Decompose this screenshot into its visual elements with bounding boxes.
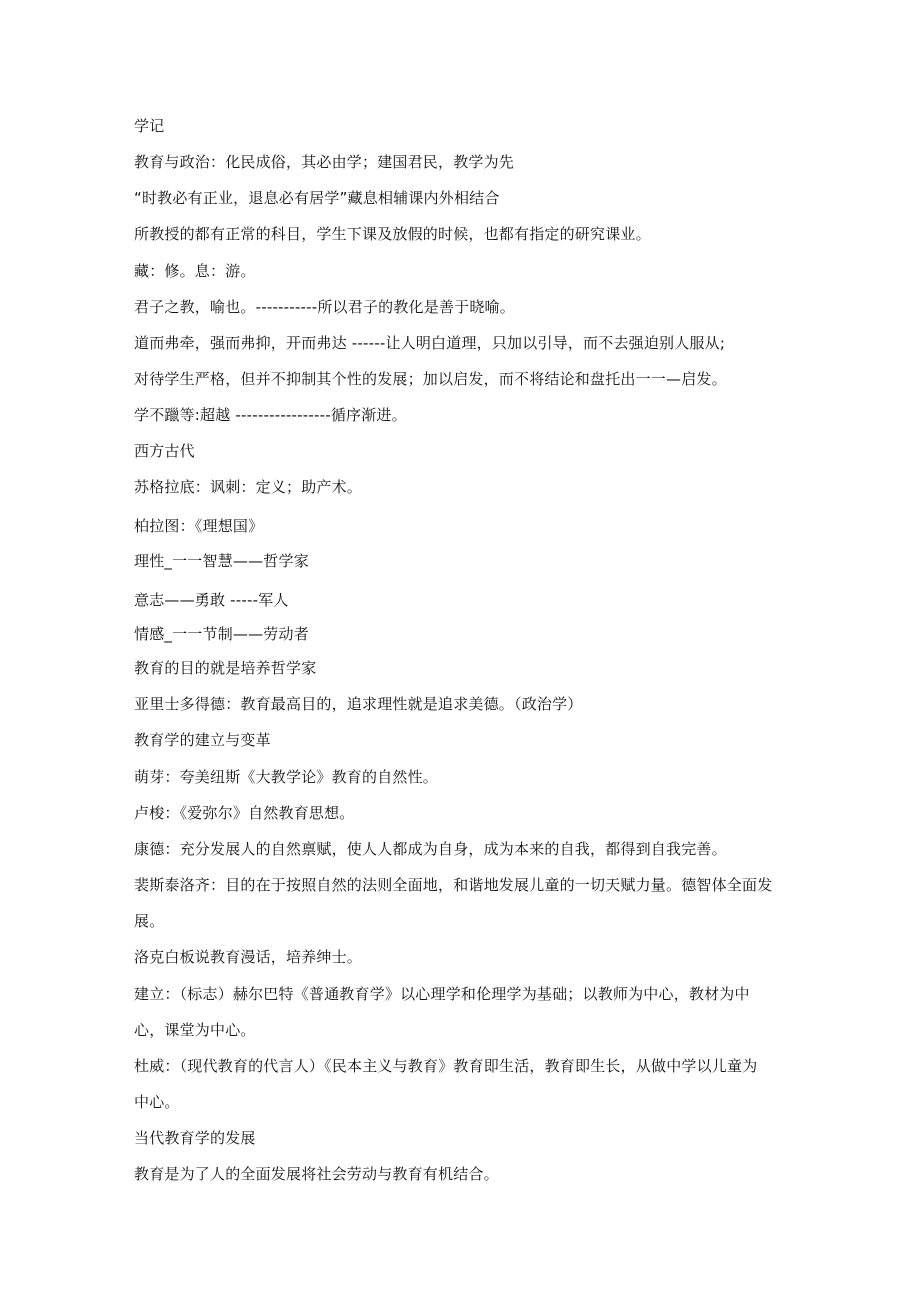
text-line: 亚里士多得德：教育最高目的，追求理性就是追求美德。（政治学）: [134, 695, 583, 713]
text-line: 对待学生严格，但并不抑制其个性的发展；加以启发，而不将结论和盘托出一一—启发。: [134, 370, 727, 388]
text-line: 道而弗牵，强而弗抑，开而弗达 ------让人明白道理，只加以引导，而不去强迫别人服从;: [134, 334, 726, 352]
text-line: 理性_一一智慧——哲学家: [134, 552, 309, 570]
text-line: 裴斯泰洛齐：目的在于按照自然的法则全面地，和谐地发展儿童的一切天赋力量。德智体全面发: [134, 876, 773, 894]
text-line: 所教授的都有正常的科目，学生下课及放假的时候，也都有指定的研究课业。: [134, 225, 651, 243]
text-line: 教育与政治：化民成俗，其必由学；建国君民，教学为先: [134, 153, 515, 171]
text-line: 展。: [134, 912, 165, 930]
text-line: 君子之教，喻也。-----------所以君子的教化是善于晓喻。: [134, 298, 515, 316]
text-line: 柏拉图：《理想国》: [134, 517, 264, 535]
text-line: 教育的目的就是培养哲学家: [134, 659, 317, 677]
text-line: 情感_一一节制——劳动者: [134, 625, 309, 643]
text-line: 洛克白板说教育漫话，培养绅士。: [134, 948, 363, 966]
text-line: 苏格拉底：讽刺：定义；助产术。: [134, 478, 363, 496]
text-line: 卢梭：《爱弥尔》自然教育思想。: [134, 804, 355, 822]
text-line: 萌芽：夸美纽斯《大教学论》教育的自然性。: [134, 768, 439, 786]
text-line: 中心。: [134, 1093, 180, 1111]
text-line: 杜威：（现代教育的代言人）《民本主义与教育》教育即生活，教育即生长，从做中学以儿童为: [134, 1057, 758, 1075]
heading-contemporary: 当代教育学的发展: [134, 1129, 256, 1147]
text-line: 藏：修。息：游。: [134, 262, 256, 280]
heading-western-ancient: 西方古代: [134, 442, 195, 460]
text-line: 意志——勇敢 -----军人: [134, 591, 289, 609]
text-line: “时教必有正业，退息必有居学”藏息相辅课内外相结合: [134, 189, 500, 207]
text-line: 学不躐等:超越 -----------------循序渐进。: [134, 406, 407, 424]
text-line: 心，课堂为中心。: [134, 1021, 256, 1039]
text-line: 康德：充分发展人的自然禀赋，使人人都成为自身，成为本来的自我，都得到自我完善。: [134, 840, 727, 858]
heading-xueji: 学记: [134, 117, 165, 135]
heading-pedagogy-founding: 教育学的建立与变革: [134, 731, 271, 749]
text-line: 教育是为了人的全面发展将社会劳动与教育有机结合。: [134, 1165, 499, 1183]
text-line: 建立：（标志）赫尔巴特《普通教育学》以心理学和伦理学为基础；以教师为中心，教材为中: [134, 985, 750, 1003]
